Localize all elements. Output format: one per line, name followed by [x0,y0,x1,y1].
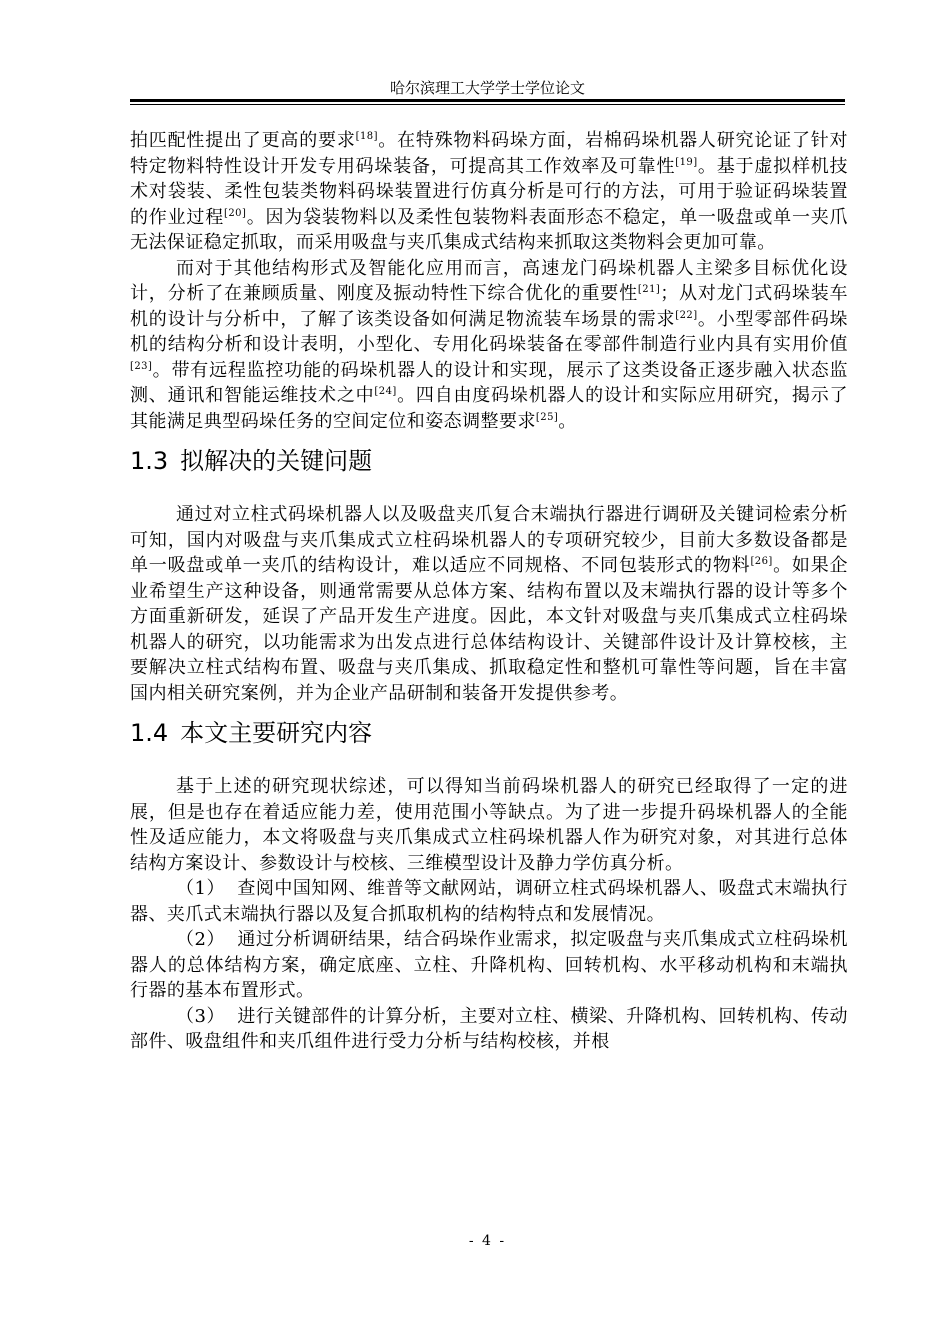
paragraph-other-structures: 而对于其他结构形式及智能化应用而言，高速龙门码垛机器人主梁多目标优化设计，分析了在兼顾质量、刚度及振动特性下综合优化的重要性[21]；从对龙门式码垛装车机的设计与分析中，了解了该类设备如何满足物流装车场景的需求[22]。小型零部件码垛机的结构分析和设计表明，小型化、专用化码垛装备在零部件制造行业内具有实用价值[23]。带有远程监控功能的码垛机器人的设计和实现，展示了这类设备正逐步融入状态监测、通讯和智能运维技术之中[24]。四自由度码垛机器人的设计和实际应用研究，揭示了其能满足典型码垛任务的空间定位和姿态调整要求[25]。 [130,257,849,432]
citation: [24] [374,386,397,397]
section-heading-1-4: 1.4 本文主要研究内容 [130,719,373,747]
section-heading-1-3: 1.3 拟解决的关键问题 [130,447,373,475]
list-item: （3） 进行关键部件的计算分析，主要对立柱、横梁、升降机构、回转机构、传动部件、吸盘组件和夹爪组件进行受力分析与结构校核，并根 [130,1005,848,1052]
citation: [26] [750,556,773,567]
citation: [19] [675,156,698,168]
list-item: （1） 查阅中国知网、维普等文献网站，调研立柱式码垛机器人、吸盘式末端执行器、夹爪式末端执行器以及复合抓取机构的结构特点和发展情况。 [130,878,848,925]
citation: [21] [637,284,661,295]
paragraph-research-intro: 基于上述的研究现状综述，可以得知当前码垛机器人的研究已经取得了一定的进展，但是也存在着适应能力差，使用范围小等缺点。为了进一步提升码垛机器人的全能性及适应能力，本文将吸盘与夹爪集成式立柱码垛机器人作为研究对象，对其进行总体结构方案设计、参数设计与校核、三维模型设计及静力学仿真分析。 [130,776,848,874]
page-number: - 4 - [468,1233,507,1249]
running-header: 哈尔滨理工大学学士学位论文 [389,79,585,97]
citation: [20] [224,207,247,219]
paragraph-key-problems: 通过对立柱式码垛机器人以及吸盘夹爪复合末端执行器进行调研及关键词检索分析可知，国内对吸盘与夹爪集成式立柱码垛机器人的专项研究较少，目前大多数设备都是单一吸盘或单一夹爪的结构设计，难以适应不同规格、不同包装形式的物料[26]。如果企业希望生产这种设备，则通常需要从总体方案、结构布置以及末端执行器的设计等多个方面重新研发，延误了产品开发生产进度。因此，本文针对吸盘与夹爪集成式立柱码垛机器人的研究，以功能需求为出发点进行总体结构设计、关键部件设计及计算校核，主要解决立柱式结构布置、吸盘与夹爪集成、抓取稳定性和整机可靠性等问题，旨在丰富国内相关研究案例，并为企业产品研制和装备开发提供参考。 [130,504,848,704]
paragraph-continued: 拍匹配性提出了更高的要求[18]。在特殊物料码垛方面，岩棉码垛机器人研究论证了针对特定物料特性设计开发专用码垛装备，可提高其工作效率及可靠性[19]。基于虚拟样机技术对袋装、柔性包装类物料码垛装置进行仿真分析是可行的方法，可用于验证码垛装置的作业过程[20]。因为袋装物料以及柔性包装物料表面形态不稳定，单一吸盘或单一夹爪无法保证稳定抓取，而采用吸盘与夹爪集成式结构来抓取这类物料会更加可靠。 [130,130,848,253]
citation: [22] [675,309,698,321]
citation: [18] [355,131,378,142]
header-rule-thick [130,99,845,102]
page-body [130,128,848,1055]
list-item: （2） 通过分析调研结果，结合码垛作业需求，拟定吸盘与夹爪集成式立柱码垛机器人的总体结构方案，确定底座、立柱、升降机构、回转机构、水平移动机构和末端执行器的基本布置形式。 [130,929,848,1001]
citation: [23] [130,360,153,372]
header-rule-thin [130,104,845,105]
citation: [25] [535,411,559,423]
